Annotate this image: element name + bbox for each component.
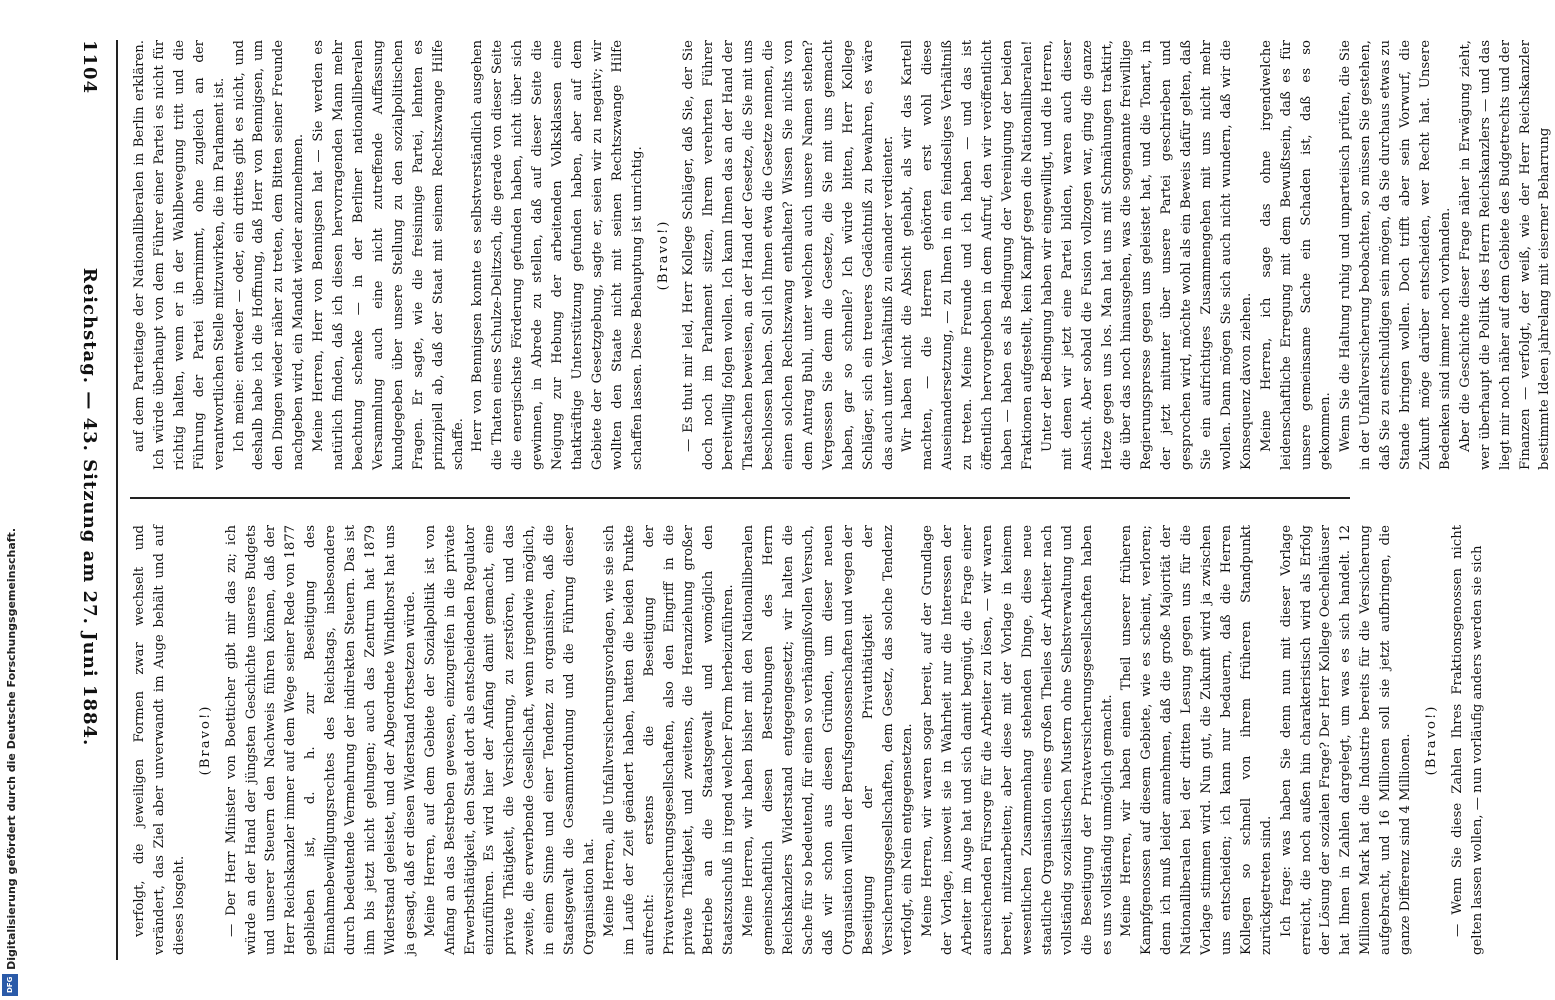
paragraph: Ich meine: entweder — oder, ein drittes gibt es nicht, und deshalb habe ich die Hoffnung, daß Herr von Bennigsen, um den Dingen wieder näher zu treten, dem Bitten seiner Freunde nachgeben wird, ein Mandat wieder anzunehmen.: [231, 40, 307, 470]
paragraph: Wenn Sie die Haltung ruhig und unparteiisch prüfen, die Sie in der Unfallversicherung beobachten, so müssen Sie gestehen, daß Sie zu entschuldigen sein mögen, da Sie durchaus etwas zu Stande bringen wollen. Doch trifft aber sein Vorwurf, die Zukunft möge darüber entscheiden, wer Recht hat. Unsere Bedenken sind immer noch vorhanden.: [1338, 40, 1453, 470]
paragraph: Unter der Bedingung haben wir eingewilligt, und die Herren, mit denen wir jetzt eine Partei bilden, waren auch dieser Ansicht. Aber sobald die Fusion vollzogen war, ging die ganze Hetze gegen uns los. Man hat uns mit Schmähungen traktirt, die über das noch hinausgehen, was die sogenannte freiwillige Regierungspresse gegen uns geleistet hat, und die Tonart, in der jetzt mitunter über unsere Partei geschrieben und gesprochen wird, möchte wohl als ein Beweis dafür gelten, daß Sie ein aufrichtiges Zusammengehen mit uns nicht mehr wollen. Dann mögen Sie sich auch nicht wundern, daß wir die Konsequenz davon ziehen.: [1039, 40, 1254, 470]
paragraph: Meine Herren, auf dem Gebiete der Sozialpolitik ist von Anfang an das Bestreben gewesen, einzugreifen in die private Erwerbsthätigkeit, den Staat dort als entscheidenden Regulator einzuführen. Es wird hier der Anfang damit gemacht, eine private Thätigkeit, die Versicherung, zu zerstören, und das zweite, die erwerbende Gesellschaft, wenn irgendwie möglich, in einem Sinne und einer Tendenz zu organisiren, daß die Staatsgewalt die Gesammtordnung und die Führung dieser Organisation hat.: [422, 525, 597, 955]
paragraph: Meine Herren, ich sage das ohne irgendwelche leidenschaftliche Erregung mit dem Bewußtsein, daß es für unsere gemeinsame Sache ein Schaden ist, daß es so gekommen.: [1258, 40, 1334, 470]
right-column: [130, 525, 1485, 955]
paragraph: Meine Herren, wir haben einen Theil unserer früheren Kampfgenossen auf diesem Gebiete, wie es scheint, verloren; denn ich muß leider annehmen, daß die große Majorität der Nationalliberalen bei der dritten Lesung gegen uns für die Vorlage stimmen wird. Nun gut, die Zukunft wird ja zwischen uns entscheiden; ich kann nur bedauern, daß die Herren Kollegen so schnell von ihrem früheren Standpunkt zurückgetreten sind.: [1119, 525, 1274, 955]
paragraph: auf dem Parteitage der Nationalliberalen in Berlin erklären. Ich würde überhaupt von dem Führer einer Partei es nicht für richtig halten, wenn er in der Wahlbewegung tritt und die Führung der Partei übernimmt, ohne zugleich an der verantwortlichen Stelle mitzuwirken, die im Parlament ist.: [132, 40, 227, 470]
paragraph: Wir haben nicht die Absicht gehabt, als wir das Kartell machten, — die Herren gehörten erst wohl diese Auseinandersetzung, — zu Ihnen in ein feindseliges Verhältniß zu treten. Meine Freunde und ich haben — und das ist öffentlich hervorgehoben in dem Aufruf, den wir veröffentlicht haben — haben es als Bedingung der Vereinigung der beiden Fraktionen aufgestellt, kein Kampf gegen die Nationalliberalen!: [900, 40, 1035, 470]
interjection: (Bravo!): [655, 219, 671, 291]
credit-text: Digitalisierung gefördert durch die Deutsche Forschungsgemeinschaft.: [4, 528, 18, 970]
header-rule: [116, 40, 118, 960]
paragraph: Ich frage: was haben Sie denn nun mit dieser Vorlage erreicht, die noch außen hin charakteristisch wird als Erfolg der Lösung der sozialen Frage? Der Herr Kollege Oechelhäuser hat Ihnen in Zahlen dargelegt, um was es sich handelt. 12 Millionen Mark hat die Industrie bereits für die Versicherung aufgebracht, und 16 Millionen soll sie jetzt aufbringen, die ganze Differenz sind 4 Millionen.: [1278, 525, 1414, 955]
paragraph: — Wenn Sie diese Zahlen Ihres Fraktionsgenossen nicht gelten lassen wollen, — nun vorläufig anders werden sie sich: [1449, 525, 1485, 955]
page-title: Reichstag. — 43. Sitzung am 27. Juni 1884.: [79, 267, 101, 747]
paragraph: — Es thut mir leid, Herr Kollege Schläger, daß Sie, der Sie doch noch im Parlament sitzen, Ihrem verehrten Führer bereitwillig folgen wollen. Ich kann Ihnen das an der Hand der Thatsachen beweisen, an der Hand der Gesetze, die Sie mit uns beschlossen haben. Soll ich Ihnen etwa die Gesetze nennen, die einen solchen Rechtszwang enthalten? Wissen Sie nichts von dem Antrag Buhl, unter welchen auch unsere Namen stehen? Vergessen Sie denn die Gesetze, die Sie mit uns gemacht haben, gar so schnelle? Ich würde bitten, Herr Kollege Schläger, sich ein treueres Gedächtniß zu bewahren, es wäre das auch unter Verhältniß zu einander verdienter.: [681, 40, 896, 470]
interjection: (Bravo!): [1424, 704, 1439, 776]
paragraph: verfolgt, die jeweiligen Formen zwar wechselt und verändert, das Ziel aber unverwandt im Auge behält und auf dieses losgeht.: [132, 525, 187, 955]
paragraph: Meine Herren, wir waren sogar bereit, auf der Grundlage der Vorlage, insoweit sie in Wahrheit nur die Interessen der Arbeiter im Auge hat und sich damit begnügt, die Frage einer ausreichenden Fürsorge für die Arbeiter zu lösen, — wir waren bereit, mitzuarbeiten; aber diese mit der Vorlage in keinem wesentlichen Zusammenhang stehenden Dinge, diese neue staatliche Organisation eines großen Theiles der Arbeiter nach vollständig sozialistischen Mustern ohne Selbstverwaltung und die Beseitigung der Privatversicherungsgesellschaften haben es uns vollständig unmöglich gemacht.: [920, 525, 1115, 955]
paragraph: Aber die Geschichte dieser Frage näher in Erwägung zieht, wer überhaupt die Politik des Herrn Reichskanzlers — und das liegt mir noch näher auf dem Gebiete des Budgetrechts und der Finanzen — verfolgt, der weiß, wie der Herr Reichskanzler bestimmte Ideen jahrelang mit eiserner Beharrung: [1457, 40, 1553, 470]
left-column: [130, 40, 1553, 470]
paragraph: Herr von Bennigsen konnte es selbstverständlich ausgehen die Thaten eines Schulze-Delitzsch, die gerade von dieser Seite die energischste Förderung gefunden haben, nicht über sich gewinnen, in Abrede zu stellen, daß auf dieser Seite die Neigung zur Hebung der arbeitenden Volksklassen eine thatkräftige Unterstützung gefunden haben, aber auf dem Gebiete der Gesetzgebung, sagte er, seien wir zu negativ; wir wollten den Staate nicht mit seinen Rechtszwange Hilfe schaffen lassen. Diese Behauptung ist unrichtig.: [470, 40, 645, 470]
column-divider: [130, 497, 1350, 499]
interjection: (Bravo!): [197, 704, 213, 776]
dfg-logo: DFG: [2, 974, 18, 996]
paragraph: Meine Herren, alle Unfallversicherungsvorlagen, wie sie sich im Laufe der Zeit geändert haben, hatten die beiden Punkte aufrecht: erstens die Beseitigung der Privatversicherungsgesellschaften, also den Eingriff in die private Thätigkeit, und zweitens, die Heranziehung großer Betriebe an die Staatsgewalt und womöglich den Staatszuschuß in irgend welcher Form herbeizuführen.: [601, 525, 737, 955]
page-number: 1104: [79, 40, 101, 95]
digitization-credit: [4, 410, 18, 970]
paragraph: Meine Herren, wir haben bisher mit den Nationalliberalen gemeinschaftlich diesen Bestrebungen des Herrn Reichskanzlers Widerstand entgegengesetzt; wir halten die Sache für so bedeutend, für einen so verhängnißvollen Versuch, daß wir schon aus diesen Gründen, um dieser neuen Organisation willen der Berufsgenossenschaften und wegen der Beseitigung der Privatthätigkeit der Versicherungsgesellschaften, dem Gesetz, das solche Tendenz verfolgt, ein Nein entgegensetzen.: [741, 525, 916, 955]
paragraph: — Der Herr Minister von Boetticher gibt mir das zu; ich würde an der Hand der jüngsten Geschichte unseres Budgets und unserer Steuern den Nachweis führen können, daß der Herr Reichskanzler immer auf dem Wege seiner Rede von 1877 geblieben ist, d. h. zur Beseitigung des Einnahmebewilligungsrechtes des Reichstags, insbesondere durch bedeutende Vermehrung der indirekten Steuern. Das ist ihm bis jetzt nicht gelungen; auch das Zentrum hat 1879 Widerstand geleistet, und der Abgeordnete Windthorst hat uns ja gesagt, daß er diesen Widerstand fortsetzen würde.: [223, 525, 418, 955]
paragraph: Meine Herren, Herr von Bennigsen hat — Sie werden es natürlich finden, daß ich diesen hervorragenden Mann mehr beachtung schenke — in der Berliner nationalliberalen Versammlung auch eine nicht zutreffende Auffassung kundgegeben über unsere Stellung zu den sozialpolitischen Fragen. Er sagte, wie die freisinnige Partei, lehnten es prinzipiell ab, daß der Staat mit seinem Rechtszwange Hilfe schaffe.: [311, 40, 466, 470]
page-header: [70, 40, 110, 960]
